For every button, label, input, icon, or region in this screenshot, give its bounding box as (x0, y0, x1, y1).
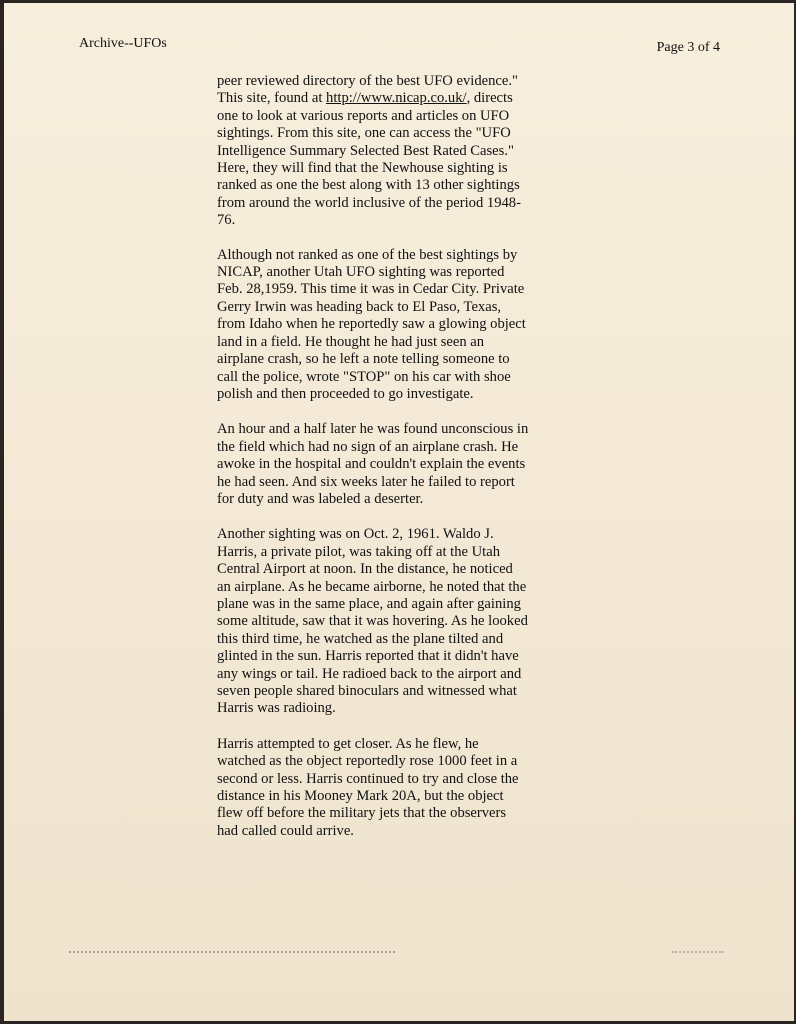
nicap-link[interactable]: http://www.nicap.co.uk/ (326, 90, 467, 107)
page-number: Page 3 of 4 (656, 40, 720, 55)
paragraph (217, 73, 529, 230)
paragraph: Although not ranked as one of the best sightings by NICAP, another Utah UFO sighting was reported Feb. 28,1959. This time it was in Cedar City. Private Gerry Irwin was heading back to El Paso, Texas, from Idaho when he reportedly saw a glowing object land in a field. He thought he had just seen an airplane crash, so he left a note telling someone to call the police, wrote "STOP" on his car with shoe polish and then proceeded to go investigate. (217, 246, 526, 402)
footer-smudge-right (672, 951, 724, 957)
paragraph-text: , directs one to look at various reports and articles on UFO sightings. From this site, one can access the "UFO Intelligence Summary Selected Best Rated Cases." Here, they will find that the Newhouse sighting is ranked as one the best along with 13 other sightings from around the world inclusive of the period 1948-76. (217, 90, 521, 229)
paragraph: Another sighting was on Oct. 2, 1961. Waldo J. Harris, a private pilot, was taking off at the Utah Central Airport at noon. In the distance, he noticed an airplane. As he became airborne, he noted that the plane was in the same place, and again after gaining some altitude, saw that it was hovering. As he looked this third time, he watched as the plane tilted and glinted in the sun. Harris reported that it didn't have any wings or tail. He radioed back to the airport and seven people shared binoculars and witnessed what Harris was radioing. (217, 526, 528, 717)
article-body (217, 73, 529, 858)
paragraph: An hour and a half later he was found unconscious in the field which had no sign of an airplane crash. He awoke in the hospital and couldn't explain the events he had seen. And six weeks later he failed to report for duty and was labeled a deserter. (217, 421, 529, 507)
footer-smudge (69, 951, 395, 957)
paragraph: Harris attempted to get closer. As he flew, he watched as the object reportedly rose 1000 feet in a second or less. Harris continued to try and close the distance in his Mooney Mark 20A, but the object flew off before the military jets that the observers had called could arrive. (217, 735, 519, 839)
document-page (4, 3, 794, 1021)
header-title: Archive--UFOs (79, 36, 167, 51)
paragraph-text: peer reviewed directory of the best UFO evidence." This site, found at (217, 73, 518, 107)
